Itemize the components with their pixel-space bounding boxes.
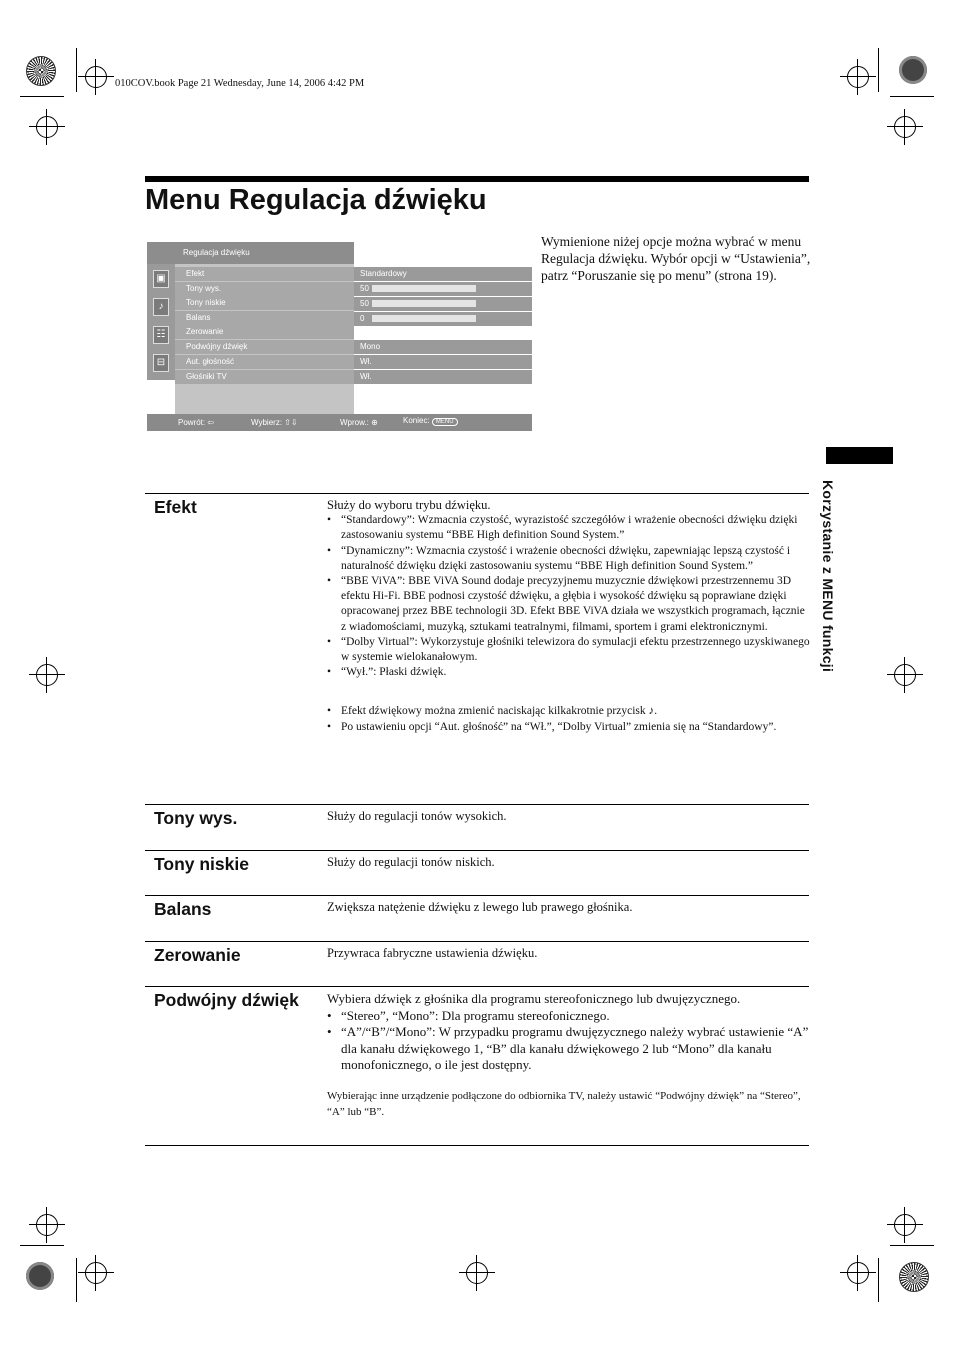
registration-crosshair: [85, 66, 107, 88]
side-tab-marker: [826, 447, 893, 464]
side-tab-label: Korzystanie z MENU funkcji: [820, 480, 836, 673]
menu-value-tony-niskie: [354, 297, 532, 311]
menu-key-icon: MENU: [432, 418, 458, 426]
row-intro: Służy do wyboru trybu dźwięku.: [327, 498, 491, 512]
tv-menu-header: [147, 242, 354, 264]
list-item: • “A”/“B”/“Mono”: W przypadku programu dwujęzycznego należy wybrać ustawienie “A” dla kanału dźwiękowego 1, “B” dla kanału dźwiękowego 2 lub “Mono” dla kanału monofonicznego, o ile jest dostępny.: [327, 1024, 811, 1074]
menu-item-aut-glosnosc: Aut. głośność: [175, 355, 354, 369]
registration-burst-mark: [26, 56, 56, 86]
row-body: [327, 991, 811, 1120]
bullet-list: [327, 513, 811, 680]
menu-value-podwojny: Mono: [354, 340, 532, 354]
registration-burst-mark: [899, 1262, 929, 1292]
list-item: • “BBE ViVA”: BBE ViVA Sound dodaje precyzyjnemu muzycznie dźwiękowi przestrzennemu 3D efektu Hi-Fi. BBE podnosi czystość dźwięku, a głębia i wysokość dźwięku są poprawiane dzięki opracowanej przez BBE technologii 3D. Efekt BBE ViVA działa we wszystkich programach, łącznie z wiadomościami, muzyką, sztukami teatralnymi, filmami, sportem i grami elektronicznymi.: [327, 574, 811, 635]
value-text: 50: [360, 284, 369, 293]
crop-mark: [878, 48, 879, 92]
registration-crosshair: [36, 1214, 58, 1236]
table-row-podwojny: [145, 986, 809, 1146]
menu-value-aut-glosnosc: Wł.: [354, 355, 532, 369]
bullet-list: [327, 1008, 811, 1074]
channel-grid-icon: ☷: [153, 326, 169, 344]
tv-menu-icon-column: [147, 264, 175, 380]
registration-crosshair: [36, 664, 58, 686]
menu-value-glosniki: Wł.: [354, 370, 532, 384]
back-arrow-icon: ⇦: [207, 418, 215, 427]
list-item: • “Wył.”: Płaski dźwięk.: [327, 665, 811, 680]
intro-text: Wymienione niżej opcje można wybrać w menu Regulacja dźwięku. Wybór opcji w “Ustawienia”, patrz “Poruszanie się po menu” (strona 19).: [541, 234, 811, 283]
row-label: Tony wys.: [154, 808, 238, 828]
note-item: • Efekt dźwiękowy można zmienić naciskając kilkakrotnie przycisk ♪.: [327, 704, 811, 719]
tv-menu-title: Regulacja dźwięku: [183, 248, 250, 257]
registration-crosshair: [36, 116, 58, 138]
menu-value-tony-wys: [354, 282, 532, 296]
up-down-arrows-icon: ⇧⇩: [284, 418, 298, 427]
row-intro: Wybiera dźwięk z głośnika dla programu stereofonicznego lub dwujęzycznego.: [327, 991, 741, 1006]
crop-mark: [76, 48, 77, 92]
registration-crosshair: [847, 66, 869, 88]
table-row-efekt: [145, 493, 809, 804]
crop-mark: [890, 1245, 934, 1246]
row-body: Przywraca fabryczne ustawienia dźwięku.: [327, 946, 538, 960]
level-bar: [372, 285, 476, 292]
crop-mark: [20, 1245, 64, 1246]
row-note: Wybierając inne urządzenie podłączone do odbiornika TV, należy ustawić “Podwójny dźwięk” na “Stereo”, “A” lub “B”.: [327, 1089, 801, 1118]
registration-crosshair: [894, 664, 916, 686]
tv-menu-list: [175, 264, 354, 414]
menu-value-balans: [354, 312, 532, 326]
row-body: [327, 498, 811, 735]
page-title: Menu Regulacja dźwięku: [145, 184, 487, 216]
menu-item-balans: Balans: [175, 311, 354, 325]
menu-value-efekt: Standardowy: [354, 267, 532, 281]
menu-item-tony-wys: Tony wys.: [175, 282, 354, 296]
registration-disc-mark: [26, 1262, 54, 1290]
tv-menu-screenshot: [147, 242, 532, 431]
row-label: Tony niskie: [154, 854, 249, 874]
registration-crosshair: [466, 1262, 488, 1284]
table-row-tony-niskie: [145, 850, 809, 896]
crop-mark: [20, 96, 64, 97]
list-item: • “Dynamiczny”: Wzmacnia czystość i wrażenie obecności dźwięku, zapewniając lepszą czystość i naturalność dźwięku dzięki zastosowaniu systemu “BBE High definition Sound System.”: [327, 544, 811, 574]
footer-select: Wybierz: ⇧⇩: [251, 418, 298, 427]
value-text: 50: [360, 299, 369, 308]
row-body: Zwiększa natężenie dźwięku z lewego lub prawego głośnika.: [327, 900, 633, 914]
footer-enter: Wprow.: ⊕: [340, 418, 378, 427]
registration-disc-mark: [899, 56, 927, 84]
footer-exit: Koniec: MENU: [403, 416, 458, 425]
row-label: Efekt: [154, 497, 197, 517]
registration-crosshair: [894, 1214, 916, 1236]
notes-list: [327, 704, 811, 734]
title-rule: [145, 176, 809, 182]
value-text: 0: [360, 314, 365, 323]
level-bar: [372, 315, 476, 322]
crop-mark: [878, 1258, 879, 1302]
registration-crosshair: [85, 1262, 107, 1284]
note-item: • Po ustawieniu opcji “Aut. głośność” na “Wł.”, “Dolby Virtual” zmienia się na “Standardowy”.: [327, 720, 811, 735]
list-item: • “Dolby Virtual”: Wykorzystuje głośniki telewizora do symulacji efektu przestrzennego uzyskiwanego w systemie wielokanałowym.: [327, 635, 811, 665]
row-body: Służy do regulacji tonów niskich.: [327, 855, 495, 869]
menu-item-glosniki: Głośniki TV: [175, 370, 354, 384]
crop-mark: [890, 96, 934, 97]
row-label: Podwójny dźwięk: [154, 990, 299, 1010]
row-label: Zerowanie: [154, 945, 241, 965]
row-body: Służy do regulacji tonów wysokich.: [327, 809, 507, 823]
menu-item-efekt: Efekt: [175, 267, 354, 281]
enter-button-icon: ⊕: [371, 418, 378, 427]
menu-item-tony-niskie: Tony niskie: [175, 296, 354, 310]
registration-crosshair: [847, 1262, 869, 1284]
list-item: • “Stereo”, “Mono”: Dla programu stereofonicznego.: [327, 1008, 811, 1025]
menu-item-zerowanie: Zerowanie: [175, 325, 354, 339]
list-item: • “Standardowy”: Wzmacnia czystość, wyrazistość szczegółów i wrażenie obecności dźwięku dzięki zastosowaniu systemu “BBE High definition Sound System.”: [327, 513, 811, 543]
crop-mark: [76, 1258, 77, 1302]
table-row-balans: [145, 895, 809, 941]
menu-item-podwojny: Podwójny dźwięk: [175, 340, 354, 354]
picture-icon: ▣: [153, 270, 169, 288]
tv-menu-footer: [147, 414, 532, 431]
registration-crosshair: [894, 116, 916, 138]
file-info-header: 010COV.book Page 21 Wednesday, June 14, 2006 4:42 PM: [115, 78, 365, 89]
table-row-tony-wys: [145, 804, 809, 850]
row-label: Balans: [154, 899, 212, 919]
footer-back: Powrót: ⇦: [178, 418, 215, 427]
sound-note-icon: ♪: [153, 298, 169, 316]
level-bar: [372, 300, 476, 307]
settings-toolbox-icon: ⊟: [153, 354, 169, 372]
table-row-zerowanie: [145, 941, 809, 987]
